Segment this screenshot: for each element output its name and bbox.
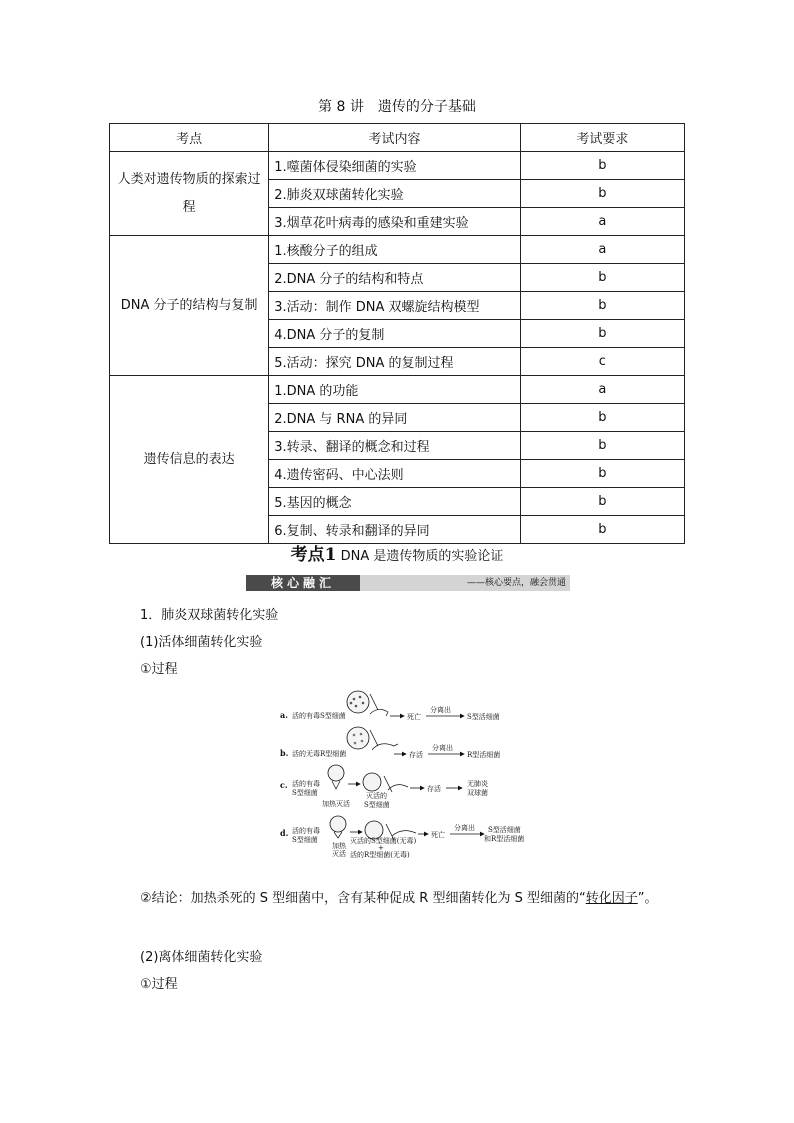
level-cell: b <box>520 264 684 292</box>
mouse-icon <box>370 709 388 716</box>
row-a-step: 分离出 <box>430 706 451 714</box>
level-cell: b <box>520 488 684 516</box>
tube-icon <box>328 765 344 781</box>
header-topic: 考点 <box>110 124 269 152</box>
syringe-icon <box>370 694 378 710</box>
mouse-icon <box>392 831 416 836</box>
level-cell: b <box>520 152 684 180</box>
content-cell: 2.DNA 与 RNA 的异同 <box>269 404 520 432</box>
row-d-label: d. <box>280 828 289 838</box>
content-cell: 1.核酸分子的组成 <box>269 236 520 264</box>
row-a-label: a. <box>280 710 288 720</box>
row-c-bacteria-1: 活的有毒 <box>292 780 320 788</box>
row-d-mix-2: 活的R型细菌(无毒) <box>350 851 410 858</box>
heading-4: (2)离体细菌转化实验 <box>140 950 263 965</box>
row-a-result: 死亡 <box>407 713 421 721</box>
content-cell: 6.复制、转录和翻译的异同 <box>269 516 520 544</box>
content-cell: 5.基因的概念 <box>269 488 520 516</box>
heading-2: (1)活体细菌转化实验 <box>140 635 263 650</box>
header-content: 考试内容 <box>269 124 520 152</box>
content-cell: 1.噬菌体侵染细菌的实验 <box>269 152 520 180</box>
row-d-step: 分离出 <box>454 824 475 832</box>
topic-cell: 人类对遗传物质的探索过程 <box>110 152 269 236</box>
tube-icon <box>330 816 346 832</box>
row-b-final: R型活细菌 <box>467 751 501 759</box>
table-row <box>110 236 685 264</box>
topic-cell: 遗传信息的表达 <box>110 376 269 544</box>
point-title: DNA 是遗传物质的实验论证 <box>340 549 504 564</box>
exam-requirements-table <box>109 123 685 544</box>
row-c-label: c. <box>280 780 288 790</box>
row-c-result: 存活 <box>427 785 441 793</box>
point-label: 考点1 <box>290 545 337 565</box>
content-cell: 3.活动：制作 DNA 双螺旋结构模型 <box>269 292 520 320</box>
topic-cell: DNA 分子的结构与复制 <box>110 236 269 376</box>
petri-dish-icon <box>363 773 381 791</box>
content-cell: 2.DNA 分子的结构和特点 <box>269 264 520 292</box>
row-d-plus: + <box>378 844 384 852</box>
content-cell: 3.烟草花叶病毒的感染和重建实验 <box>269 208 520 236</box>
content-cell: 3.转录、翻译的概念和过程 <box>269 432 520 460</box>
row-b-bacteria: 活的无毒R型细菌 <box>292 750 347 758</box>
level-cell: b <box>520 404 684 432</box>
content-cell: 4.遗传密码、中心法则 <box>269 460 520 488</box>
level-cell: b <box>520 460 684 488</box>
level-cell: b <box>520 320 684 348</box>
content-cell: 5.活动：探究 DNA 的复制过程 <box>269 348 520 376</box>
content-cell: 4.DNA 分子的复制 <box>269 320 520 348</box>
level-cell: b <box>520 292 684 320</box>
conclusion-paragraph <box>110 886 700 912</box>
row-a-final: S型活细菌 <box>467 713 500 721</box>
heading-5: ①过程 <box>140 977 178 992</box>
row-c-killed-2: S型细菌 <box>364 801 390 809</box>
row-b-result: 存活 <box>409 751 423 759</box>
row-d-final-1: S型活细菌 <box>488 826 521 834</box>
petri-dish-icon <box>347 727 369 749</box>
row-c-killed-1: 灭活的 <box>366 792 387 800</box>
level-cell: b <box>520 432 684 460</box>
flame-icon <box>334 832 342 838</box>
row-d-heat-2: 灭活 <box>332 850 346 858</box>
row-d-mix-1: 灭活的S型细菌(无毒) <box>350 837 417 845</box>
banner-title: 核心融汇 <box>246 575 360 591</box>
banner-subtitle: ——核心要点，融会贯通 <box>360 575 570 591</box>
section-heading <box>0 540 794 565</box>
level-cell: b <box>520 516 684 544</box>
page-title: 第 8 讲 遗传的分子基础 <box>318 99 476 115</box>
core-banner <box>246 575 570 591</box>
heading-1: 1．肺炎双球菌转化实验 <box>140 608 279 623</box>
row-d-bacteria-2: S型细菌 <box>292 836 318 844</box>
row-d-heat-1: 加热 <box>332 842 346 850</box>
row-d-result: 死亡 <box>431 831 445 839</box>
row-c-bacteria-2: S型细菌 <box>292 789 318 797</box>
content-cell: 1.DNA 的功能 <box>269 376 520 404</box>
mouse-icon <box>372 744 398 750</box>
content-cell: 2.肺炎双球菌转化实验 <box>269 180 520 208</box>
row-a-bacteria: 活的有毒S型细菌 <box>292 712 346 720</box>
row-d-final-2: 和R型活细菌 <box>484 835 525 843</box>
heading-3: ①过程 <box>140 662 178 677</box>
conclusion-suffix: ”。 <box>637 891 658 906</box>
level-cell: b <box>520 180 684 208</box>
row-b-step: 分离出 <box>432 744 453 752</box>
conclusion-keyword: 转化因子 <box>585 891 638 906</box>
header-requirement: 考试要求 <box>520 124 684 152</box>
table-header-row <box>110 124 685 152</box>
level-cell: a <box>520 208 684 236</box>
table-row <box>110 152 685 180</box>
row-b-label: b. <box>280 748 289 758</box>
row-c-heat: 加热灭活 <box>322 800 350 808</box>
level-cell: c <box>520 348 684 376</box>
row-c-final-2: 双球菌 <box>467 789 488 797</box>
level-cell: a <box>520 236 684 264</box>
row-c-final-1: 无肺炎 <box>467 780 488 788</box>
level-cell: a <box>520 376 684 404</box>
row-d-bacteria-1: 活的有毒 <box>292 827 320 835</box>
flame-icon <box>332 781 340 789</box>
transformation-diagram <box>276 688 556 858</box>
syringe-icon <box>370 730 378 746</box>
table-row <box>110 376 685 404</box>
conclusion-prefix: ②结论：加热杀死的 S 型细菌中，含有某种促成 R 型细菌转化为 S 型细菌的“ <box>140 891 586 906</box>
